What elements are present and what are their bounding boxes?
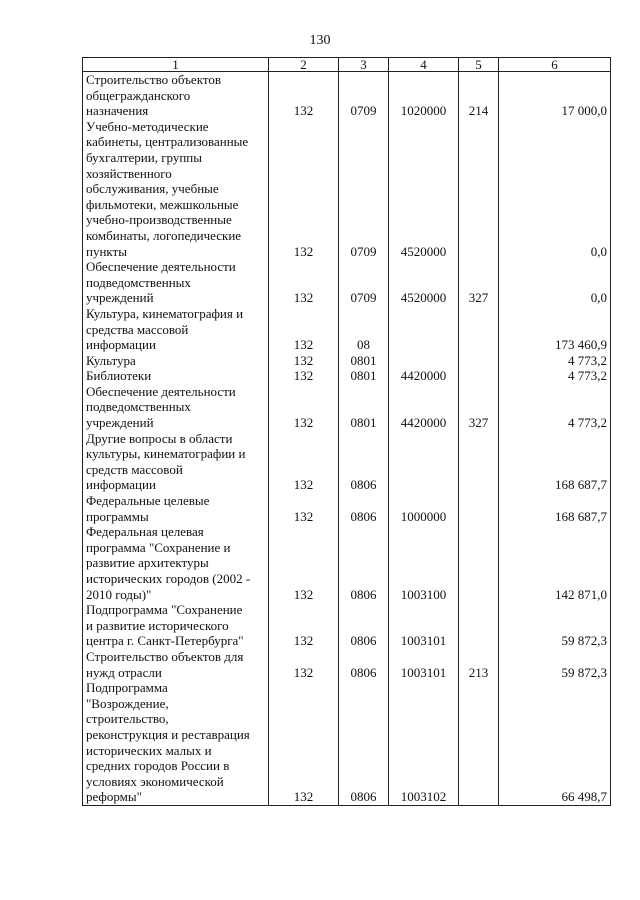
col6-value: 168 687,7: [499, 493, 611, 524]
table-row: [83, 649, 611, 680]
col5-value: 327: [459, 259, 499, 306]
row-label: Федеральные целевые программы: [83, 493, 269, 524]
col6-value: 66 498,7: [499, 680, 611, 805]
row-label: Обеспечение деятельности подведомственных учреждений: [83, 384, 269, 431]
col4-value: 1000000: [389, 493, 459, 524]
col3-value: 0806: [339, 649, 389, 680]
col2-value: 132: [269, 524, 339, 602]
col5-value: [459, 306, 499, 353]
header-cell: 3: [339, 58, 389, 72]
col2-value: 132: [269, 353, 339, 369]
table-row: [83, 602, 611, 649]
table-row: [83, 306, 611, 353]
col3-value: 0801: [339, 353, 389, 369]
col4-value: 1020000: [389, 72, 459, 119]
col5-value: [459, 493, 499, 524]
col3-value: 0806: [339, 493, 389, 524]
col3-value: 0806: [339, 524, 389, 602]
col2-value: 132: [269, 602, 339, 649]
table-row: [83, 680, 611, 805]
table-row: [83, 493, 611, 524]
col5-value: [459, 353, 499, 369]
col6-value: 4 773,2: [499, 384, 611, 431]
row-label: Учебно-методические кабинеты, централизованные бухгалтерии, группы хозяйственного обслуживания, учебные фильмотеки, межшкольные учебно-производственные комбинаты, логопедические пункты: [83, 119, 269, 259]
col5-value: [459, 119, 499, 259]
table-row: [83, 119, 611, 259]
col6-value: 4 773,2: [499, 353, 611, 369]
table-row: [83, 524, 611, 602]
col6-value: 142 871,0: [499, 524, 611, 602]
col3-value: 08: [339, 306, 389, 353]
col2-value: 132: [269, 493, 339, 524]
col4-value: [389, 306, 459, 353]
col6-value: 59 872,3: [499, 649, 611, 680]
table-header-row: [83, 58, 611, 72]
col3-value: 0709: [339, 119, 389, 259]
row-label: Подпрограмма "Возрождение, строительство, реконструкция и реставрация исторических малых и средних городов России в условиях экономической реформы": [83, 680, 269, 805]
col4-value: 1003101: [389, 602, 459, 649]
row-label: Подпрограмма "Сохранение и развитие исторического центра г. Санкт-Петербурга": [83, 602, 269, 649]
col6-value: 59 872,3: [499, 602, 611, 649]
col5-value: [459, 431, 499, 493]
header-cell: 5: [459, 58, 499, 72]
col6-value: 168 687,7: [499, 431, 611, 493]
table-row: [83, 431, 611, 493]
budget-table: [82, 57, 611, 806]
row-label: Другие вопросы в области культуры, кинематографии и средств массовой информации: [83, 431, 269, 493]
row-label: Обеспечение деятельности подведомственных учреждений: [83, 259, 269, 306]
col4-value: [389, 353, 459, 369]
col2-value: 132: [269, 431, 339, 493]
col6-value: 173 460,9: [499, 306, 611, 353]
row-label: Строительство объектов для нужд отрасли: [83, 649, 269, 680]
col3-value: 0806: [339, 602, 389, 649]
col5-value: 213: [459, 649, 499, 680]
col3-value: 0801: [339, 368, 389, 384]
header-cell: 1: [83, 58, 269, 72]
col4-value: 4520000: [389, 259, 459, 306]
col6-value: 0,0: [499, 119, 611, 259]
row-label: Федеральная целевая программа "Сохранение и развитие архитектуры исторических городов (2002 - 2010 годы)": [83, 524, 269, 602]
col3-value: 0709: [339, 72, 389, 119]
table-row: [83, 384, 611, 431]
col3-value: 0709: [339, 259, 389, 306]
header-cell: 6: [499, 58, 611, 72]
row-label: Культура, кинематография и средства массовой информации: [83, 306, 269, 353]
col2-value: 132: [269, 259, 339, 306]
col4-value: 4420000: [389, 384, 459, 431]
col2-value: 132: [269, 368, 339, 384]
table-row: [83, 72, 611, 119]
col6-value: 17 000,0: [499, 72, 611, 119]
col3-value: 0806: [339, 680, 389, 805]
col4-value: [389, 431, 459, 493]
col2-value: 132: [269, 680, 339, 805]
col3-value: 0801: [339, 384, 389, 431]
col2-value: 132: [269, 384, 339, 431]
col5-value: [459, 680, 499, 805]
col5-value: 214: [459, 72, 499, 119]
row-label: Строительство объектов общегражданского назначения: [83, 72, 269, 119]
table-row: [83, 353, 611, 369]
page-number: 130: [309, 33, 331, 48]
table-row: [83, 368, 611, 384]
col4-value: 1003101: [389, 649, 459, 680]
row-label: Культура: [83, 353, 269, 369]
col2-value: 132: [269, 119, 339, 259]
col6-value: 4 773,2: [499, 368, 611, 384]
col5-value: [459, 524, 499, 602]
col2-value: 132: [269, 306, 339, 353]
col5-value: [459, 602, 499, 649]
col2-value: 132: [269, 72, 339, 119]
header-cell: 4: [389, 58, 459, 72]
col2-value: 132: [269, 649, 339, 680]
table-row: [83, 259, 611, 306]
header-cell: 2: [269, 58, 339, 72]
col3-value: 0806: [339, 431, 389, 493]
col4-value: 4420000: [389, 368, 459, 384]
col6-value: 0,0: [499, 259, 611, 306]
col5-value: [459, 368, 499, 384]
col4-value: 4520000: [389, 119, 459, 259]
col4-value: 1003100: [389, 524, 459, 602]
col4-value: 1003102: [389, 680, 459, 805]
row-label: Библиотеки: [83, 368, 269, 384]
col5-value: 327: [459, 384, 499, 431]
